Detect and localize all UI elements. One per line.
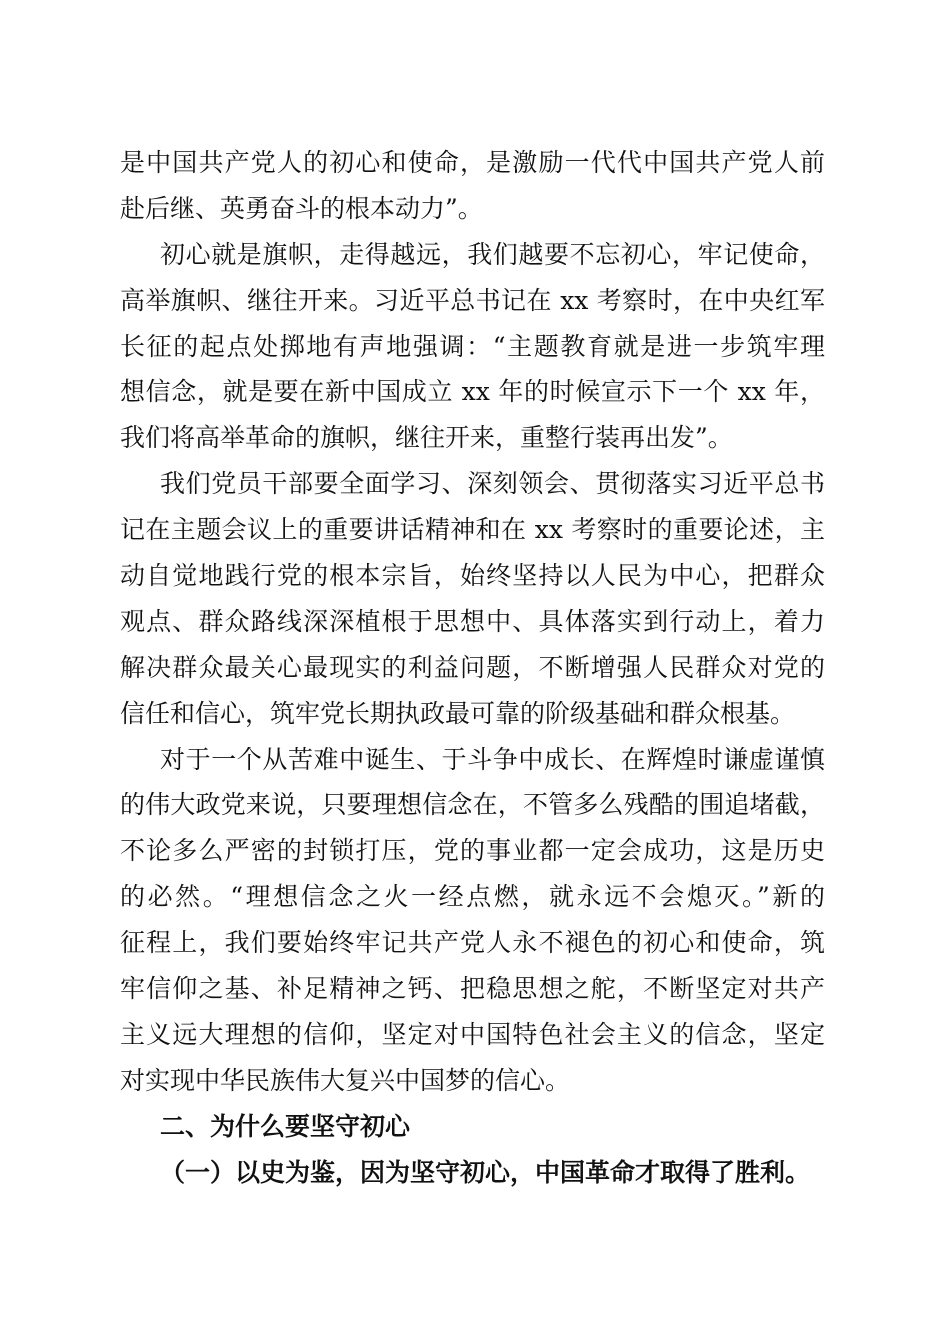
paragraph-line: 解决群众最关心最现实的利益问题，不断增强人民群众对党的 bbox=[120, 652, 825, 682]
paragraph-line: 的伟大政党来说，只要理想信念在，不管多么残酷的围追堵截， bbox=[120, 790, 825, 820]
paragraph-line: 我们党员干部要全面学习、深刻领会、贯彻落实习近平总书 bbox=[160, 469, 825, 499]
paragraph-line: 信任和信心，筑牢党长期执政最可靠的阶级基础和群众根基。 bbox=[120, 698, 796, 728]
paragraph-1 bbox=[120, 140, 825, 232]
paragraph-line: 我们将高举革命的旗帜，继往开来，重整行装再出发”。 bbox=[120, 423, 733, 453]
paragraph-line: 观点、群众路线深深植根于思想中、具体落实到行动上，着力 bbox=[120, 606, 825, 636]
paragraph-line: 主义远大理想的信仰，坚定对中国特色社会主义的信念，坚定 bbox=[120, 1019, 825, 1049]
paragraph-line: 对实现中华民族伟大复兴中国梦的信心。 bbox=[120, 1065, 571, 1095]
paragraph-4 bbox=[120, 737, 825, 1104]
paragraph-3 bbox=[120, 461, 825, 736]
paragraph-line: 高举旗帜、继往开来。习近平总书记在 xx 考察时，在中央红军 bbox=[120, 285, 825, 315]
paragraph-line: 对于一个从苦难中诞生、于斗争中成长、在辉煌时谦虚谨慎 bbox=[160, 744, 825, 774]
section-heading: 二、为什么要坚守初心 bbox=[160, 1111, 411, 1141]
paragraph-line: 的必然。“理想信念之火一经点燃，就永远不会熄灭。”新的 bbox=[120, 882, 825, 912]
paragraph-line: 动自觉地践行党的根本宗旨，始终坚持以人民为中心，把群众 bbox=[120, 561, 825, 591]
sub-heading: （一）以史为鉴，因为坚守初心，中国革命才取得了胜利。 bbox=[160, 1157, 811, 1187]
paragraph-2 bbox=[120, 232, 825, 461]
paragraph-line: 初心就是旗帜，走得越远，我们越要不忘初心，牢记使命， bbox=[160, 239, 825, 269]
paragraph-line: 不论多么严密的封锁打压，党的事业都一定会成功，这是历史 bbox=[120, 836, 825, 866]
paragraph-line: 征程上，我们要始终牢记共产党人永不褪色的初心和使命，筑 bbox=[120, 928, 825, 958]
paragraph-line: 赴后继、英勇奋斗的根本动力”。 bbox=[120, 193, 483, 223]
paragraph-line: 想信念，就是要在新中国成立 xx 年的时候宣示下一个 xx 年， bbox=[120, 377, 825, 407]
paragraph-line: 记在主题会议上的重要讲话精神和在 xx 考察时的重要论述，主 bbox=[120, 515, 825, 545]
paragraph-line: 牢信仰之基、补足精神之钙、把稳思想之舵，不断坚定对共产 bbox=[120, 974, 825, 1004]
paragraph-line: 长征的起点处掷地有声地强调：“主题教育就是进一步筑牢理 bbox=[120, 331, 825, 361]
paragraph-line: 是中国共产党人的初心和使命，是激励一代代中国共产党人前 bbox=[120, 148, 825, 177]
document-body bbox=[120, 140, 825, 1195]
